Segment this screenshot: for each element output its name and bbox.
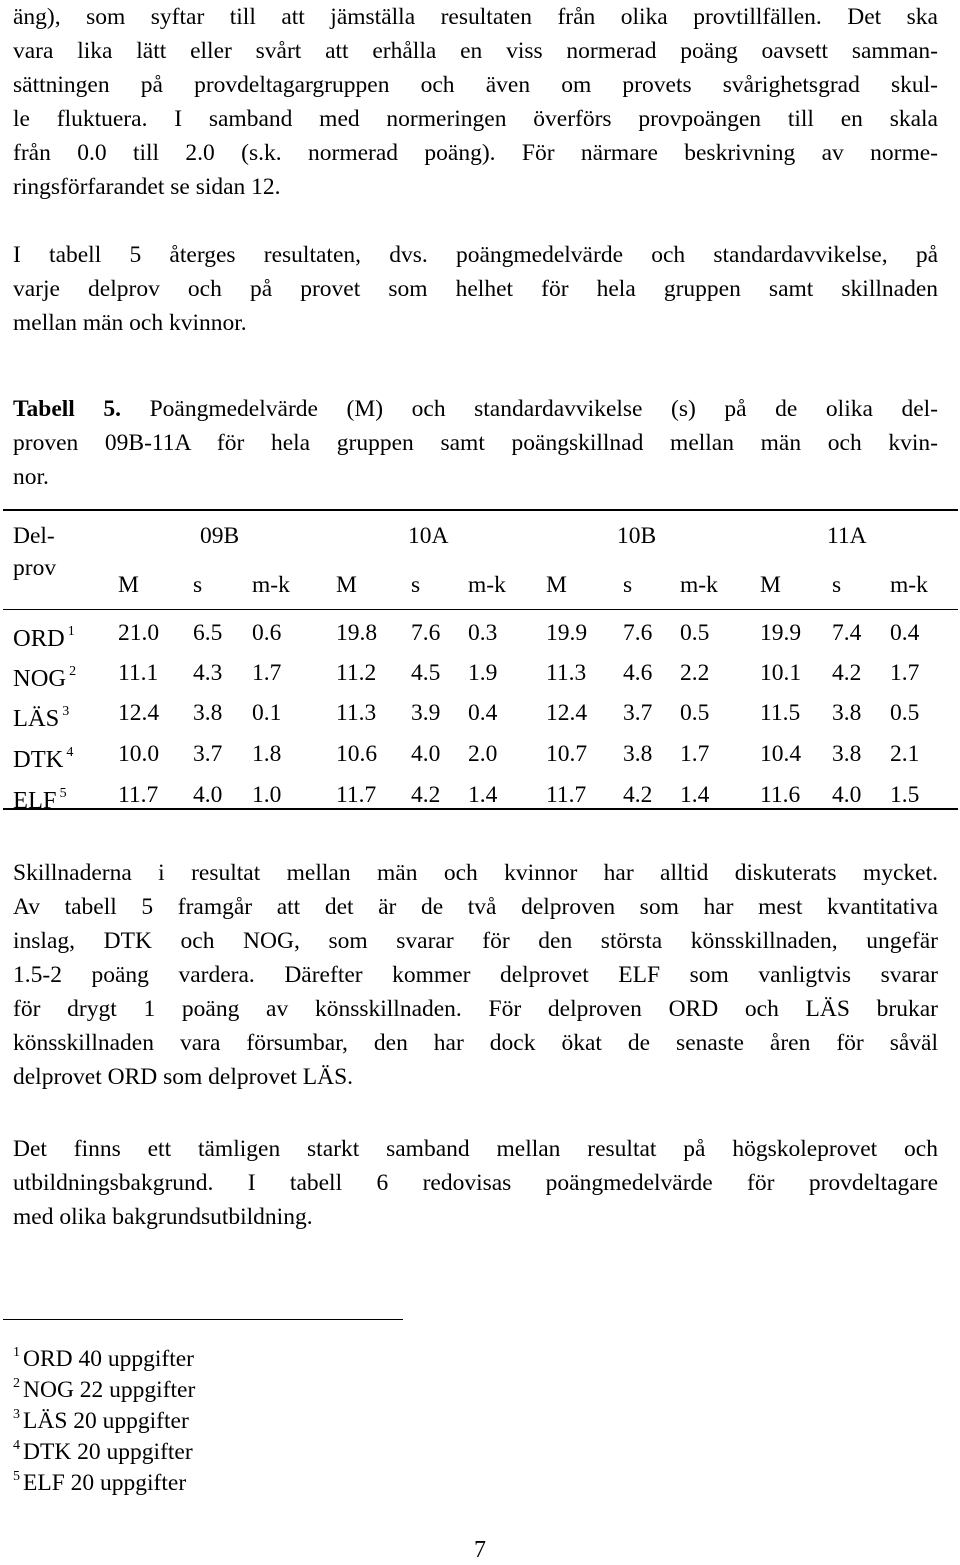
table-cell: 0.4 — [468, 700, 498, 726]
sub-header: s — [193, 572, 203, 598]
table-cell: 21.0 — [118, 620, 160, 646]
sub-header: s — [832, 572, 842, 598]
table-cell: 2.1 — [890, 741, 920, 767]
table-cell: 3.7 — [193, 741, 223, 767]
row-label-note: 2 — [69, 664, 77, 679]
discussion-line: könsskillnaden vara försumbar, den har dock ökat de senaste åren för såväl — [13, 1030, 938, 1056]
footnote — [13, 1339, 194, 1373]
table-cell: 3.8 — [623, 741, 653, 767]
discussion-paragraph — [13, 856, 938, 1094]
caption-line: nor. — [13, 464, 49, 490]
table-cell: 1.4 — [680, 782, 710, 808]
row-label-note: 3 — [62, 704, 70, 719]
row-label-text: LÄS — [13, 705, 60, 732]
discussion-line: utbildningsbakgrund. I tabell 6 redovisas poängmedelvärde för provdeltagare — [13, 1170, 938, 1196]
footnote-number: 1 — [13, 1345, 20, 1360]
table-cell: 6.5 — [193, 620, 223, 646]
intro-line: ringsförfarandet se sidan 12. — [13, 174, 281, 200]
sub-header: m-k — [890, 572, 928, 598]
table-header-rule — [3, 609, 958, 610]
discussion-line: Skillnaderna i resultat mellan män och kvinnor har alltid diskuterats mycket. — [13, 860, 938, 886]
row-label — [13, 739, 73, 774]
table-cell: 12.4 — [546, 700, 588, 726]
table-cell: 4.2 — [832, 660, 862, 686]
table-cell: 0.6 — [252, 620, 282, 646]
table-cell: 3.8 — [832, 741, 862, 767]
row-header: Del- — [13, 523, 55, 549]
table-top-rule — [3, 509, 958, 511]
table-cell: 7.6 — [411, 620, 441, 646]
footnote-text: ELF 20 uppgifter — [23, 1470, 187, 1496]
table-cell: 3.9 — [411, 700, 441, 726]
discussion-paragraph — [13, 1132, 938, 1234]
sub-header: m-k — [468, 572, 506, 598]
table-cell: 4.5 — [411, 660, 441, 686]
row-label — [13, 658, 76, 693]
summary-line: I tabell 5 återges resultaten, dvs. poängmedelvärde och standardavvikelse, på — [13, 242, 938, 268]
summary-line: mellan män och kvinnor. — [13, 310, 247, 336]
table-cell: 11.5 — [760, 700, 801, 726]
table-cell: 1.4 — [468, 782, 498, 808]
intro-line: äng), som syftar till att jämställa resultaten från olika provtillfällen. Det ska — [13, 4, 938, 30]
discussion-line: Av tabell 5 framgår att det är de två delproven som har mest kvantitativa — [13, 894, 938, 920]
footnote-number: 3 — [13, 1407, 20, 1422]
discussion-line: delprovet ORD som delprovet LÄS. — [13, 1064, 354, 1090]
footnote — [13, 1463, 186, 1497]
table-cell: 11.2 — [336, 660, 377, 686]
caption-line: proven 09B-11A för hela gruppen samt poängskillnad mellan män och kvin- — [13, 430, 938, 456]
group-header: 10A — [408, 523, 449, 549]
table-cell: 4.3 — [193, 660, 223, 686]
table-cell: 2.0 — [468, 741, 498, 767]
row-label-text: ELF — [13, 787, 57, 814]
discussion-line: 1.5-2 poäng vardera. Därefter kommer delprovet ELF som vanligtvis svarar — [13, 962, 938, 988]
footnote — [13, 1370, 195, 1404]
table-cell: 19.9 — [760, 620, 802, 646]
table-cell: 11.3 — [336, 700, 377, 726]
row-label-note: 1 — [67, 624, 75, 639]
row-label-note: 5 — [59, 786, 67, 801]
table-cell: 0.4 — [890, 620, 920, 646]
table-cell: 11.6 — [760, 782, 801, 808]
table-cell: 1.7 — [252, 660, 282, 686]
table-cell: 10.1 — [760, 660, 802, 686]
footnote-text: DTK 20 uppgifter — [23, 1439, 193, 1465]
group-header: 10B — [617, 523, 657, 549]
table-cell: 10.4 — [760, 741, 802, 767]
table-cell: 1.7 — [680, 741, 710, 767]
table-cell: 3.8 — [193, 700, 223, 726]
table-cell: 2.2 — [680, 660, 710, 686]
discussion-line: inslag, DTK och NOG, som svarar för den största könsskillnaden, ungefär — [13, 928, 938, 954]
caption-label: Tabell 5. — [13, 396, 122, 422]
table-cell: 0.1 — [252, 700, 282, 726]
intro-line: le fluktuera. I samband med normeringen överförs provpoängen till en skala — [13, 106, 938, 132]
row-label — [13, 618, 75, 653]
table-cell: 0.3 — [468, 620, 498, 646]
caption-text: Poängmedelvärde (M) och standardavvikelse (s) på de olika del- — [121, 396, 939, 422]
table-cell: 4.2 — [623, 782, 653, 808]
table-cell: 10.0 — [118, 741, 160, 767]
row-header: prov — [13, 555, 57, 581]
table-cell: 3.8 — [832, 700, 862, 726]
table-cell: 4.0 — [832, 782, 862, 808]
table-cell: 11.7 — [546, 782, 587, 808]
table-cell: 1.7 — [890, 660, 920, 686]
table-cell: 3.7 — [623, 700, 653, 726]
table-cell: 12.4 — [118, 700, 160, 726]
table-cell: 4.6 — [623, 660, 653, 686]
sub-header: M — [336, 572, 357, 598]
footnote-text: LÄS 20 uppgifter — [23, 1408, 189, 1434]
footnote — [13, 1432, 193, 1466]
sub-header: M — [760, 572, 781, 598]
footnote-rule — [3, 1319, 403, 1320]
group-header: 09B — [200, 523, 240, 549]
footnote-number: 4 — [13, 1438, 20, 1453]
footnote-text: ORD 40 uppgifter — [23, 1346, 195, 1372]
table-cell: 1.8 — [252, 741, 282, 767]
table-cell: 19.9 — [546, 620, 588, 646]
table-cell: 0.5 — [680, 700, 710, 726]
table-cell: 11.7 — [336, 782, 377, 808]
sub-header: m-k — [252, 572, 290, 598]
table-cell: 7.6 — [623, 620, 653, 646]
intro-line: sättningen på provdeltagargruppen och även om provets svårighetsgrad skul- — [13, 72, 938, 98]
group-header: 11A — [827, 523, 867, 549]
sub-header: M — [118, 572, 139, 598]
table-cell: 0.5 — [890, 700, 920, 726]
sub-header: s — [623, 572, 633, 598]
table-cell: 4.0 — [193, 782, 223, 808]
table-cell: 11.7 — [118, 782, 159, 808]
row-label-text: ORD — [13, 625, 65, 652]
sub-header: m-k — [680, 572, 718, 598]
footnote-number: 2 — [13, 1376, 20, 1391]
row-label-text: DTK — [13, 746, 64, 773]
caption-line — [13, 392, 938, 426]
table-cell: 1.9 — [468, 660, 498, 686]
table-cell: 11.1 — [118, 660, 159, 686]
table-cell: 4.0 — [411, 741, 441, 767]
page-number: 7 — [474, 1537, 486, 1563]
footnote-number: 5 — [13, 1469, 20, 1484]
table-cell: 10.7 — [546, 741, 588, 767]
sub-header: s — [411, 572, 421, 598]
row-label-note: 4 — [66, 745, 74, 760]
table-cell: 7.4 — [832, 620, 862, 646]
table-cell: 19.8 — [336, 620, 378, 646]
intro-line: vara lika lätt eller svårt att erhålla en viss normerad poäng oavsett samman- — [13, 38, 938, 64]
table-cell: 11.3 — [546, 660, 587, 686]
table-cell: 0.5 — [680, 620, 710, 646]
table-cell: 4.2 — [411, 782, 441, 808]
discussion-line: med olika bakgrundsutbildning. — [13, 1204, 313, 1230]
summary-line: varje delprov och på provet som helhet för hela gruppen samt skillnaden — [13, 276, 938, 302]
discussion-line: för drygt 1 poäng av könsskillnaden. För delproven ORD och LÄS brukar — [13, 996, 938, 1022]
table-cell: 1.5 — [890, 782, 920, 808]
intro-paragraph — [13, 0, 938, 204]
table-cell: 10.6 — [336, 741, 378, 767]
discussion-line: Det finns ett tämligen starkt samband mellan resultat på högskoleprovet och — [13, 1136, 938, 1162]
intro-line: från 0.0 till 2.0 (s.k. normerad poäng). För närmare beskrivning av norme- — [13, 140, 938, 166]
table-cell: 1.0 — [252, 782, 282, 808]
sub-header: M — [546, 572, 567, 598]
footnote-text: NOG 22 uppgifter — [23, 1377, 196, 1403]
summary-paragraph — [13, 238, 938, 340]
row-label — [13, 698, 69, 733]
footnote — [13, 1401, 189, 1435]
row-label-text: NOG — [13, 665, 67, 692]
table-caption — [13, 392, 938, 494]
row-label — [13, 780, 67, 815]
